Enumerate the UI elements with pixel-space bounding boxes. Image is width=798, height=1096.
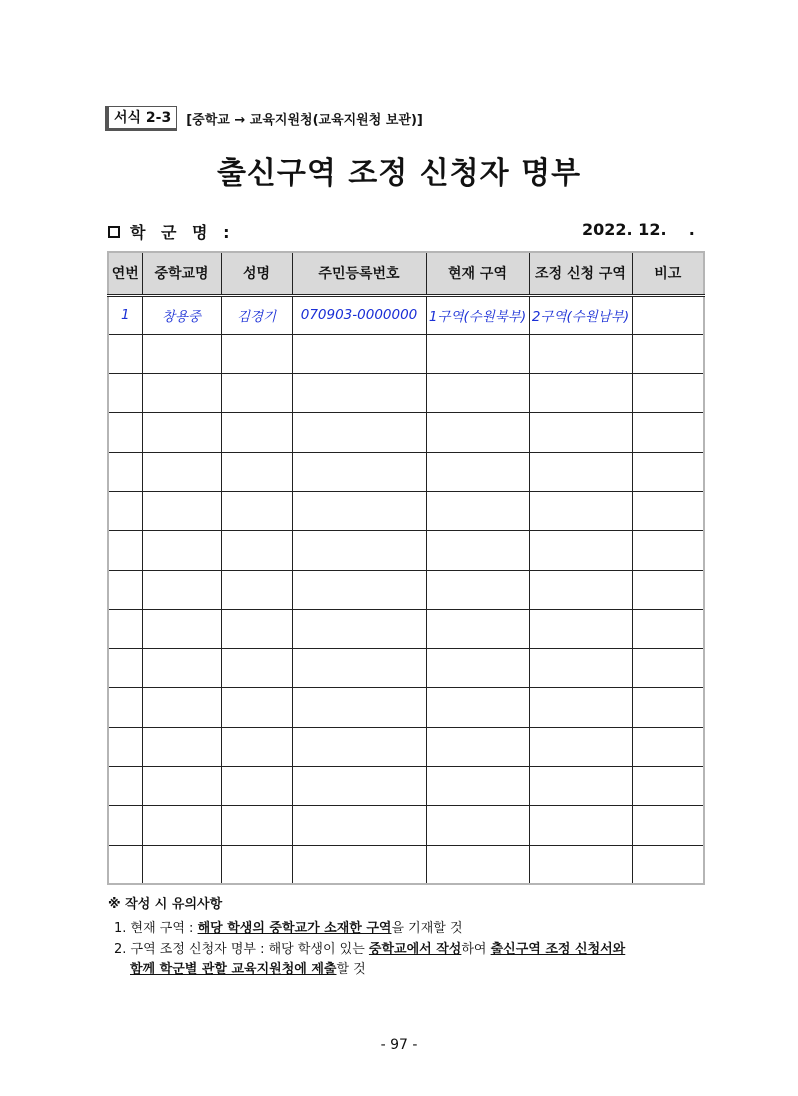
cell-no: 1 [108,295,142,334]
empty-cell [221,845,292,884]
empty-cell [632,452,704,491]
item-text: 현재 구역 : [130,921,198,936]
column-header: 연번 [108,252,142,295]
empty-cell [426,452,529,491]
table-header-row [108,252,704,295]
item-emphasis: 출신구역 조정 신청서와 [490,942,626,957]
empty-cell [108,806,142,845]
empty-cell [426,727,529,766]
empty-cell [142,374,221,413]
school-district-label [108,220,234,243]
item-emphasis: 중학교에서 작성 [368,942,462,957]
empty-cell [108,531,142,570]
empty-cell [221,531,292,570]
empty-cell [529,452,632,491]
empty-cell [632,688,704,727]
empty-row [108,767,704,806]
empty-cell [108,649,142,688]
empty-cell [142,413,221,452]
empty-cell [632,413,704,452]
empty-cell [292,767,426,806]
empty-row [108,688,704,727]
empty-cell [292,531,426,570]
empty-cell [108,413,142,452]
form-header [105,106,423,131]
empty-cell [142,491,221,530]
empty-cell [142,806,221,845]
empty-cell [426,609,529,648]
empty-cell [292,491,426,530]
empty-cell [108,570,142,609]
column-header: 조정 신청 구역 [529,252,632,295]
empty-cell [292,374,426,413]
empty-cell [426,688,529,727]
checkbox-icon [108,226,120,238]
empty-cell [632,806,704,845]
empty-cell [632,570,704,609]
empty-row [108,374,704,413]
empty-cell [221,727,292,766]
cell-requested-zone: 2구역(수원남부) [529,295,632,334]
empty-cell [142,767,221,806]
empty-row [108,845,704,884]
empty-cell [632,334,704,373]
empty-cell [292,452,426,491]
empty-cell [292,570,426,609]
instruction-item [114,939,625,960]
empty-cell [529,649,632,688]
instructions-title: ※ 작성 시 유의사항 [108,897,223,912]
empty-cell [221,688,292,727]
empty-cell [426,806,529,845]
empty-cell [529,767,632,806]
empty-cell [292,609,426,648]
empty-cell [108,374,142,413]
empty-row [108,531,704,570]
empty-cell [142,334,221,373]
item-text: 할 것 [336,962,366,977]
empty-cell [426,491,529,530]
empty-row [108,649,704,688]
empty-cell [632,609,704,648]
item-number: 2. [114,942,127,957]
empty-cell [529,531,632,570]
document-date: 2022. 12. . [582,220,695,239]
empty-cell [221,491,292,530]
empty-cell [221,413,292,452]
applicant-roster-table [107,251,705,885]
empty-row [108,806,704,845]
empty-cell [529,609,632,648]
empty-cell [221,374,292,413]
item-emphasis: 해당 학생의 중학교가 소재한 구역 [197,921,392,936]
cell-name: 김경기 [221,295,292,334]
item-text: 하여 [461,942,491,957]
empty-cell [426,649,529,688]
empty-cell [221,609,292,648]
routing-text: [중학교 → 교육지원청(교육지원청 보관)] [186,113,423,128]
empty-cell [142,727,221,766]
empty-cell [221,452,292,491]
empty-cell [632,374,704,413]
cell-id-number: 070903-0000000 [292,295,426,334]
empty-cell [292,806,426,845]
item-text: 구역 조정 신청자 명부 : 해당 학생이 있는 [130,942,369,957]
empty-cell [108,609,142,648]
empty-cell [292,688,426,727]
empty-cell [632,531,704,570]
cell-school: 창용중 [142,295,221,334]
instruction-continuation [130,960,625,980]
column-header: 현재 구역 [426,252,529,295]
empty-cell [142,688,221,727]
empty-row [108,334,704,373]
cell-current-zone: 1구역(수원북부) [426,295,529,334]
empty-row [108,727,704,766]
empty-cell [292,727,426,766]
empty-row [108,609,704,648]
empty-cell [632,649,704,688]
empty-cell [529,374,632,413]
empty-cell [426,531,529,570]
empty-cell [108,491,142,530]
item-text: 을 기재할 것 [391,921,463,936]
empty-cell [221,570,292,609]
empty-cell [529,688,632,727]
empty-cell [142,452,221,491]
empty-cell [292,334,426,373]
empty-cell [426,570,529,609]
empty-cell [426,845,529,884]
item-emphasis: 함께 학군별 관할 교육지원청에 제출 [130,962,337,977]
empty-cell [221,649,292,688]
empty-cell [529,334,632,373]
empty-cell [108,452,142,491]
column-header: 주민등록번호 [292,252,426,295]
empty-cell [142,845,221,884]
empty-cell [529,491,632,530]
empty-cell [142,609,221,648]
empty-cell [426,767,529,806]
empty-cell [221,334,292,373]
empty-cell [632,845,704,884]
column-header: 중학교명 [142,252,221,295]
empty-row [108,452,704,491]
empty-cell [632,727,704,766]
empty-cell [108,688,142,727]
empty-cell [221,806,292,845]
empty-cell [529,413,632,452]
column-header: 비고 [632,252,704,295]
empty-cell [426,374,529,413]
empty-cell [529,806,632,845]
page-number: - 97 - [380,1037,418,1053]
empty-cell [108,334,142,373]
empty-cell [108,727,142,766]
item-number: 1. [114,921,127,936]
cell-remark [632,295,704,334]
empty-cell [142,570,221,609]
school-district-text: 학 군 명 : [130,223,235,242]
empty-cell [632,767,704,806]
empty-row [108,570,704,609]
form-id-badge: 서식 2-3 [105,106,177,131]
empty-cell [426,334,529,373]
instructions-section [108,893,625,980]
empty-cell [142,649,221,688]
empty-row [108,413,704,452]
example-row [108,295,704,334]
empty-cell [632,491,704,530]
empty-cell [426,413,529,452]
empty-cell [529,845,632,884]
empty-cell [529,570,632,609]
empty-cell [529,727,632,766]
empty-cell [142,531,221,570]
empty-cell [292,413,426,452]
empty-cell [292,649,426,688]
instruction-item [114,918,625,939]
empty-cell [108,767,142,806]
page-title: 출신구역 조정 신청자 명부 [216,156,582,191]
column-header: 성명 [221,252,292,295]
empty-cell [292,845,426,884]
empty-cell [221,767,292,806]
empty-cell [108,845,142,884]
empty-row [108,491,704,530]
